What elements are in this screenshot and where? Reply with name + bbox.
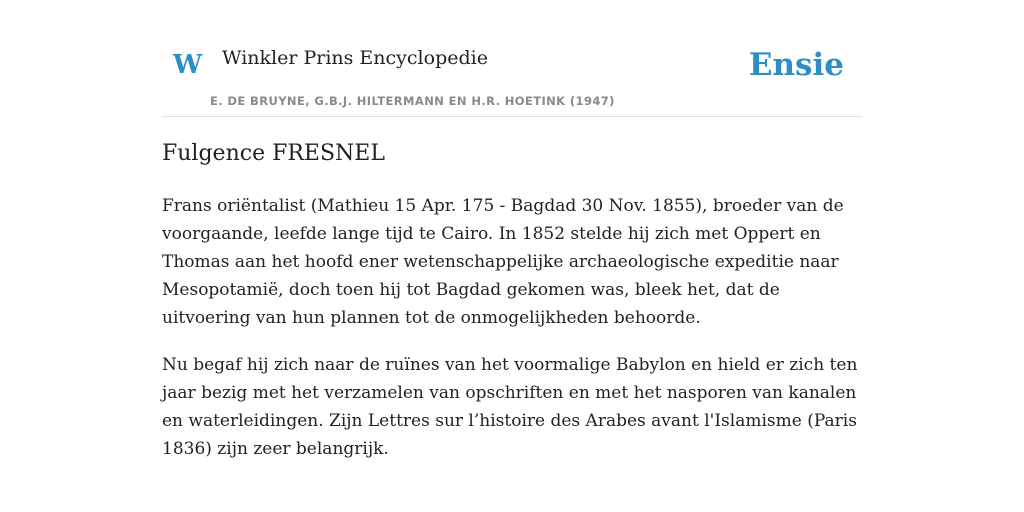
article-title: Fulgence FRESNEL	[162, 141, 385, 166]
source-title[interactable]: Winkler Prins Encyclopedie	[222, 47, 488, 69]
article-paragraph: Frans oriëntalist (Mathieu 15 Apr. 175 - Bagdad 30 Nov. 1855), broeder van de voorgaande, leefde lange tijd te Cairo. In 1852 stelde hij zich met Oppert en Thomas aan het hoofd ener wetenschappelijke archaeologische expeditie naar Mesopotamië, doch toen hij tot Bagdad gekomen was, bleek het, dat de uitvoering van hun plannen tot de onmogelijkheden behoorde.	[162, 196, 844, 328]
source-logo: W	[173, 50, 203, 80]
source-authors: E. DE BRUYNE, G.B.J. HILTERMANN EN H.R. HOETINK (1947)	[210, 94, 615, 108]
article	[162, 138, 862, 482]
source-header	[162, 40, 862, 117]
article-paragraph: Nu begaf hij zich naar de ruïnes van het voormalige Babylon en hield er zich ten jaar bezig met het verzamelen van opschriften en met het nasporen van kanalen en waterleidingen. Zijn Lettres sur l’histoire des Arabes avant l'Islamisme (Paris 1836) zijn zeer belangrijk.	[162, 355, 858, 459]
ensie-logo-link[interactable]: Ensie	[748, 47, 844, 83]
